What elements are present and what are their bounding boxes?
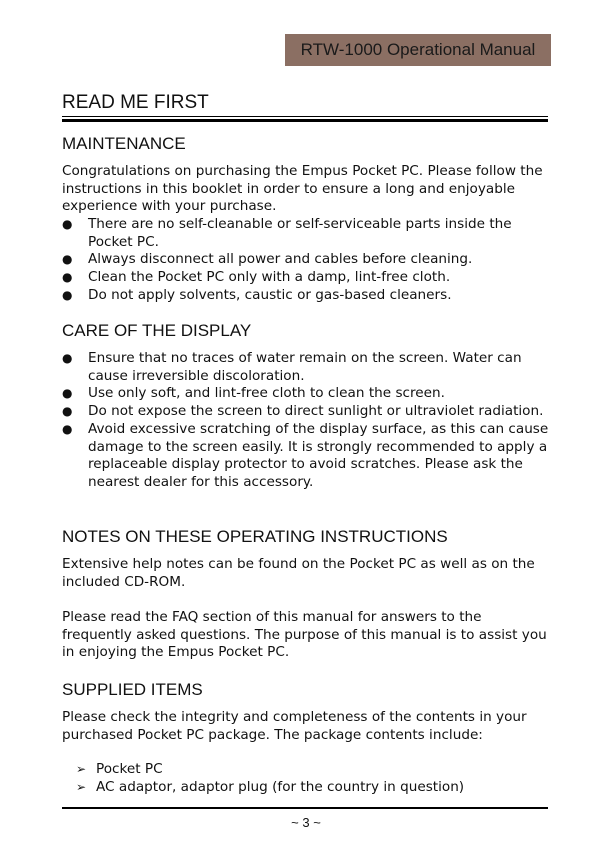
title-divider-thin xyxy=(62,116,548,117)
list-item-text: Do not expose the screen to direct sunlight or ultraviolet radiation. xyxy=(88,403,544,420)
list-item xyxy=(62,216,554,251)
bullet-icon: ● xyxy=(62,386,73,401)
list-item xyxy=(62,403,554,421)
arrow-bullet-icon: ➢ xyxy=(76,779,87,794)
list-item-text: Use only soft, and lint-free cloth to clean the screen. xyxy=(88,385,445,402)
list-item-text: Ensure that no traces of water remain on the screen. Water can cause irreversible discoloration. xyxy=(88,350,522,384)
manual-title: RTW-1000 Operational Manual xyxy=(300,40,536,59)
list-item xyxy=(62,251,554,269)
arrow-bullet-icon: ➢ xyxy=(76,762,87,776)
list-item xyxy=(62,269,554,287)
maintenance-list xyxy=(62,216,554,305)
bullet-icon: ● xyxy=(62,252,73,267)
maintenance-intro: Congratulations on purchasing the Empus Pocket PC. Please follow the instructions in this booklet in order to ensure a long and enjoyable experience with your purchase. xyxy=(62,163,543,215)
manual-title-banner xyxy=(285,34,551,66)
list-item xyxy=(76,779,546,797)
footer-divider xyxy=(62,807,548,809)
list-item xyxy=(62,385,554,403)
display-care-list xyxy=(62,350,554,492)
list-item xyxy=(62,287,554,305)
supplied-items-heading: SUPPLIED ITEMS xyxy=(62,680,203,699)
bullet-icon: ● xyxy=(62,351,73,365)
list-item xyxy=(62,350,554,385)
bullet-icon: ● xyxy=(62,404,73,419)
list-item xyxy=(62,421,554,492)
list-item-text: AC adaptor, adaptor plug (for the country in question) xyxy=(96,778,465,795)
page-title: READ ME FIRST xyxy=(62,92,209,113)
bullet-icon: ● xyxy=(62,421,73,436)
list-item-text: Avoid excessive scratching of the display surface, as this can cause damage to the screen easily. It is strongly recommended to apply a replaceable display protector to avoid scratches. Please ask the nearest dealer for this accessory. xyxy=(88,420,549,490)
list-item-text: Always disconnect all power and cables before cleaning. xyxy=(88,251,473,268)
list-item-text: Do not apply solvents, caustic or gas-based cleaners. xyxy=(88,286,452,303)
supplied-items-intro: Please check the integrity and completeness of the contents in your purchased Pocket PC package. The package contents include: xyxy=(62,709,527,743)
bullet-icon: ● xyxy=(62,270,73,285)
notes-paragraph-2: Please read the FAQ section of this manual for answers to the frequently asked questions. The purpose of this manual is to assist you in enjoying the Empus Pocket PC. xyxy=(62,609,547,661)
list-item-text: Pocket PC xyxy=(96,761,163,777)
bullet-icon: ● xyxy=(62,217,73,231)
bullet-icon: ● xyxy=(62,287,73,302)
supplied-items-list xyxy=(76,761,546,796)
list-item-text: Clean the Pocket PC only with a damp, lint-free cloth. xyxy=(88,269,451,286)
page-number: ~ 3 ~ xyxy=(291,815,321,830)
notes-paragraph-1: Extensive help notes can be found on the Pocket PC as well as on the included CD-ROM. xyxy=(62,556,535,590)
list-item-text: There are no self-cleanable or self-serviceable parts inside the Pocket PC. xyxy=(88,216,512,250)
title-divider-thick xyxy=(62,119,548,122)
notes-heading: NOTES ON THESE OPERATING INSTRUCTIONS xyxy=(62,527,448,546)
maintenance-heading: MAINTENANCE xyxy=(62,134,186,153)
display-care-heading: CARE OF THE DISPLAY xyxy=(62,321,252,340)
list-item xyxy=(76,761,546,779)
